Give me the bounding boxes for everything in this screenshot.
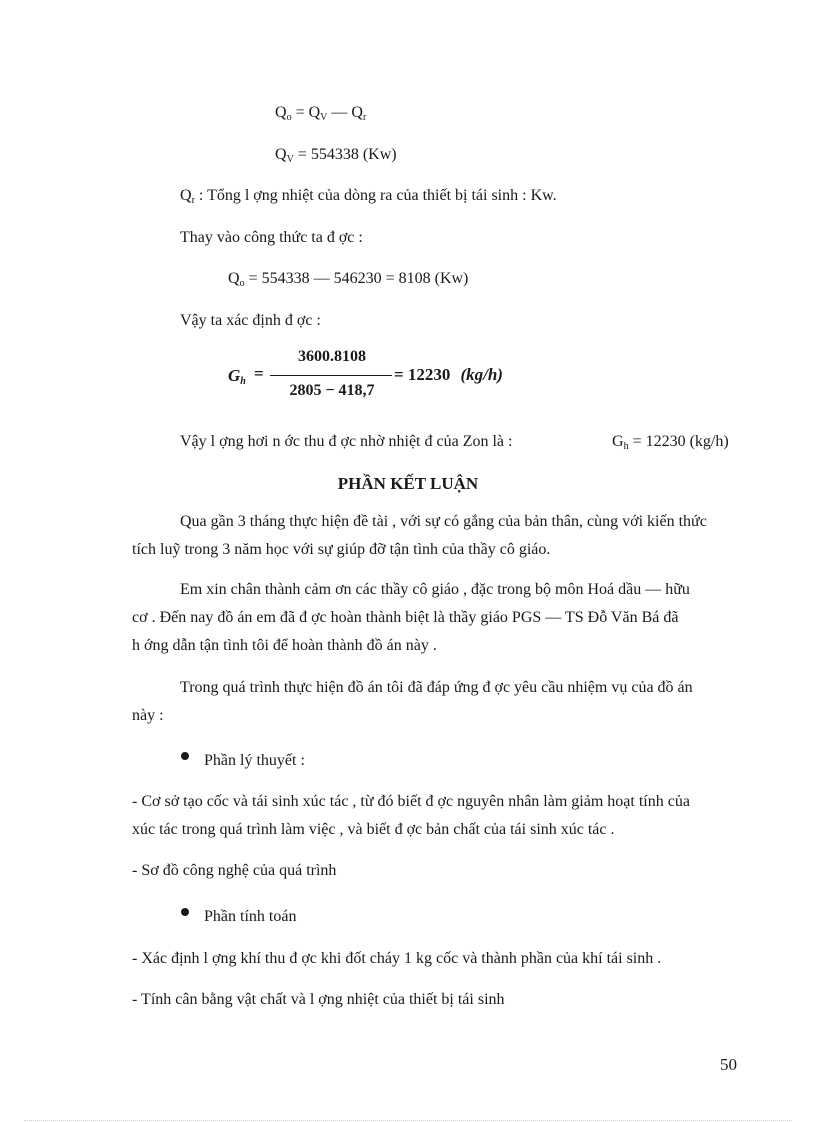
fraction-bar: [270, 375, 392, 376]
result-text: Vậy l ợng hơi n ớc thu đ ợc nhờ nhiệt đ của Zon là :: [180, 433, 513, 450]
subscript-v: V: [286, 154, 294, 165]
paragraph-2-line-2: cơ . Đến nay đồ án em đã đ ợc hoàn thành biệt là thầy giáo PGS — TS Đỗ Văn Bá đã: [132, 609, 679, 626]
formula-minus-q: — Q: [327, 104, 363, 121]
subscript-o: o: [239, 278, 245, 289]
paragraph-3-line-1: Trong quá trình thực hiện đồ án tôi đã đáp ứng đ ợc yêu cầu nhiệm vụ của đồ án: [180, 679, 693, 696]
paragraph-1-line-1: Qua gần 3 tháng thực hiện đề tài , với sự có gắng của bản thân, cùng với kiến thức: [180, 513, 707, 530]
equals-sign: =: [254, 364, 264, 383]
paragraph-1-line-2: tích luỹ trong 3 năm học với sự giúp đỡ tận tình của thầy cô giáo.: [132, 541, 551, 558]
paragraph-2-line-3: h ớng dẫn tận tình tôi để hoàn thành đồ án này .: [132, 637, 437, 654]
calculation-item-2: - Tính cân bằng vật chất và l ợng nhiệt của thiết bị tái sinh: [132, 991, 505, 1008]
substitute-text: Thay vào công thức ta đ ợc :: [180, 229, 363, 246]
fraction-denominator: 2805 − 418,7: [289, 382, 375, 399]
theory-item-1-line-1: - Cơ sở tạo cốc và tái sinh xúc tác , từ đó biết đ ợc nguyên nhân làm giảm hoạt tính của: [132, 793, 690, 810]
formula-rest: = 554338 — 546230 = 8108 (Kw): [244, 270, 469, 287]
formula-qo-definition: [275, 103, 366, 128]
subscript-v: V: [320, 112, 328, 123]
paragraph-2-line-1: Em xin chân thành cảm ơn các thầy cô giáo , đặc trong bộ môn Hoá dầu — hữu: [180, 581, 690, 598]
formula-qv-value: [275, 145, 397, 170]
bullet-dot-icon: [181, 752, 189, 760]
subscript-o: o: [286, 112, 292, 123]
symbol-g: G: [228, 366, 241, 385]
theory-item-2: - Sơ đồ công nghệ của quá trình: [132, 862, 337, 879]
qr-definition-text: : Tổng l ợng nhiệt của dòng ra của thiết bị tái sinh : Kw.: [194, 187, 557, 204]
subscript-r: r: [362, 112, 367, 123]
page-number: 50: [720, 1055, 737, 1074]
subscript-r: r: [191, 195, 195, 206]
symbol-q: Q: [275, 146, 287, 163]
formula-rest: = 554338 (Kw): [293, 146, 397, 163]
equation-rhs: [394, 365, 503, 385]
bullet-theory: Phần lý thuyết :: [204, 752, 305, 769]
section-heading: PHẦN KẾT LUẬN: [337, 474, 479, 493]
theory-item-1-line-2: xúc tác trong quá trình làm việc , và biết đ ợc bản chất của tái sinh xúc tác .: [132, 821, 615, 838]
symbol-q: Q: [275, 104, 287, 121]
result-value-rest: = 12230 (kg/h): [628, 433, 729, 450]
subscript-h: h: [240, 376, 246, 387]
symbol-q: Q: [180, 187, 192, 204]
determine-text: Vậy ta xác định đ ợc :: [180, 312, 321, 329]
equation-lhs: [228, 366, 246, 387]
paragraph-3-line-2: này :: [132, 707, 164, 724]
equation-result: = 12230: [394, 365, 451, 384]
bullet-calculation: Phần tính toán: [204, 908, 297, 925]
footer-divider: [24, 1120, 792, 1121]
formula-qo-calculation: [228, 269, 468, 294]
qr-definition: [180, 186, 557, 211]
fraction-numerator: 3600.8108: [298, 348, 366, 365]
calculation-item-1: - Xác định l ợng khí thu đ ợc khi đốt cháy 1 kg cốc và thành phần của khí tái sinh .: [132, 950, 662, 967]
subscript-h: h: [623, 441, 629, 452]
equation-unit: (kg/h): [460, 365, 503, 384]
formula-equals-q: = Q: [291, 104, 321, 121]
symbol-q: Q: [228, 270, 240, 287]
bullet-dot-icon: [181, 908, 189, 916]
symbol-g: G: [612, 433, 624, 450]
result-value: [612, 432, 729, 457]
